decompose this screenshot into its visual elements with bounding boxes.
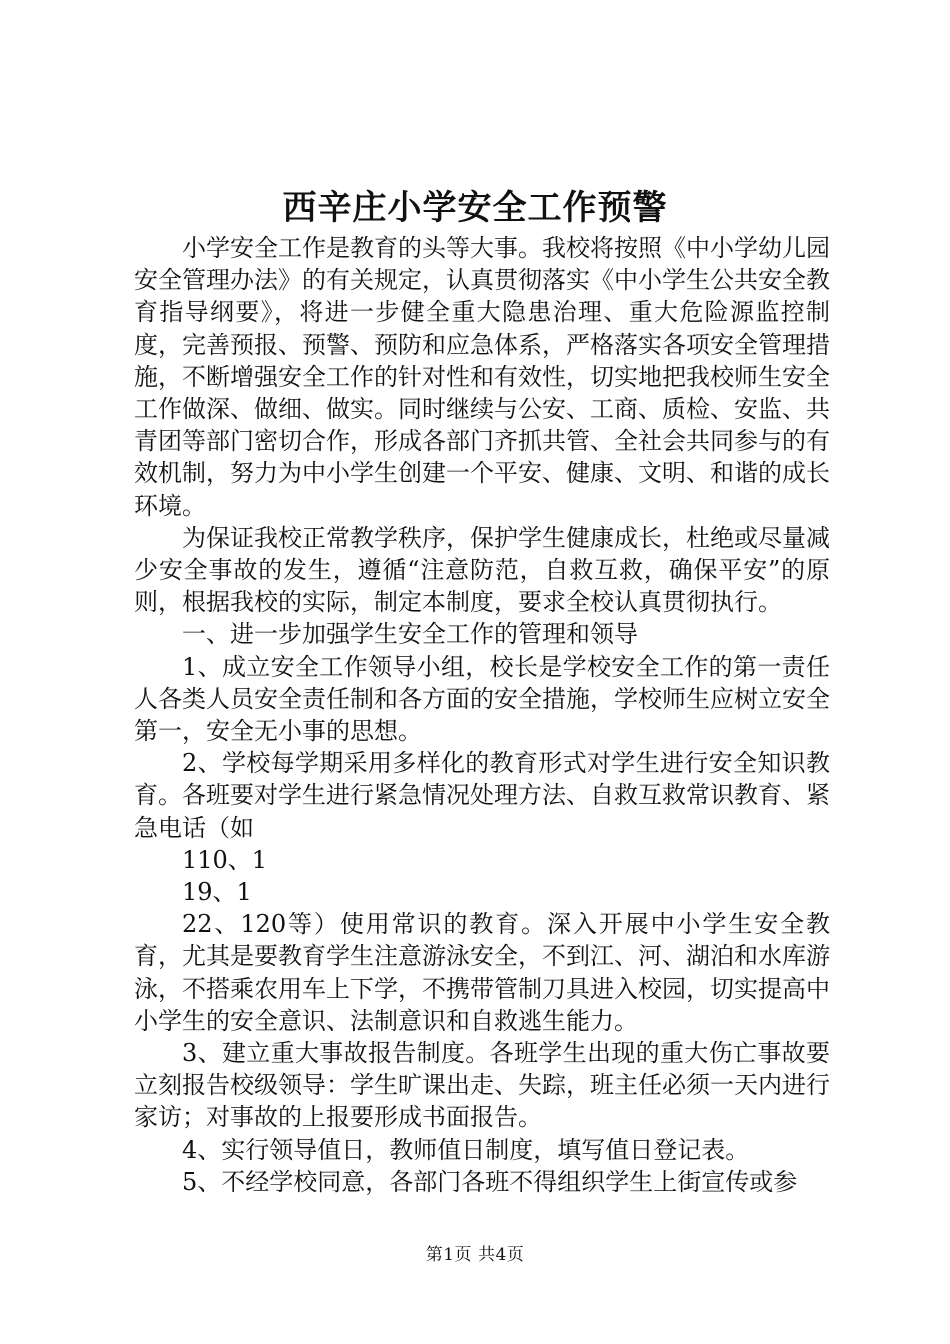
paragraph-intro: 小学安全工作是教育的头等大事。我校将按照《中小学幼儿园安全管理办法》的有关规定，认真贯彻落实《中小学生公共安全教育指导纲要》，将进一步健全重大隐患治理、重大危险源监控制度，完善预报、预警、预防和应急体系，严格落实各项安全管理措施，不断增强安全工作的针对性和有效性，切实地把我校师生安全工作做深、做细、做实。同时继续与公安、工商、质检、安监、共青团等部门密切合作，形成各部门齐抓共管、全社会共同参与的有效机制，努力为中小学生创建一个平安、健康、文明、和谐的成长环境。: [134, 234, 830, 520]
paragraph-item-3: 3、建立重大事故报告制度。各班学生出现的重大伤亡事故要立刻报告校级领导：学生旷课出走、失踪，班主任必须一天内进行家访；对事故的上报要形成书面报告。: [134, 1039, 830, 1132]
document-body: [134, 232, 830, 1198]
paragraph-phone-fragment-2: 19、1: [182, 878, 252, 907]
paragraph-purpose: 为保证我校正常教学秩序，保护学生健康成长，杜绝或尽量减少安全事故的发生，遵循“注意防范，自救互救，确保平安”的原则，根据我校的实际，制定本制度，要求全校认真贯彻执行。: [134, 523, 830, 617]
paragraph-item-2-continued: 22、120等）使用常识的教育。深入开展中小学生安全教育，尤其是要教育学生注意游泳安全，不到江、河、湖泊和水库游泳，不搭乘农用车上下学，不携带管制刀具进入校园，切实提高中小学生的安全意识、法制意识和自救逃生能力。: [134, 910, 830, 1035]
document-title: 西辛庄小学安全工作预警: [282, 188, 668, 228]
paragraph-item-5: 5、不经学校同意，各部门各班不得组织学生上街宣传或参: [182, 1167, 798, 1196]
paragraph-item-4: 4、实行领导值日，教师值日制度，填写值日登记表。: [182, 1135, 750, 1164]
paragraph-item-2: 2、学校每学期采用多样化的教育形式对学生进行安全知识教育。各班要对学生进行紧急情况处理方法、自救互救常识教育、紧急电话（如: [134, 749, 830, 842]
section-heading-1: 一、进一步加强学生安全工作的管理和领导: [182, 620, 638, 649]
paragraph-item-1: 1、成立安全工作领导小组，校长是学校安全工作的第一责任人各类人员安全责任制和各方面的安全措施，学校师生应树立安全第一，安全无小事的思想。: [134, 652, 830, 746]
paragraph-phone-fragment-1: 110、1: [182, 845, 268, 874]
page-number-footer: 第1页 共4页: [425, 1245, 525, 1265]
